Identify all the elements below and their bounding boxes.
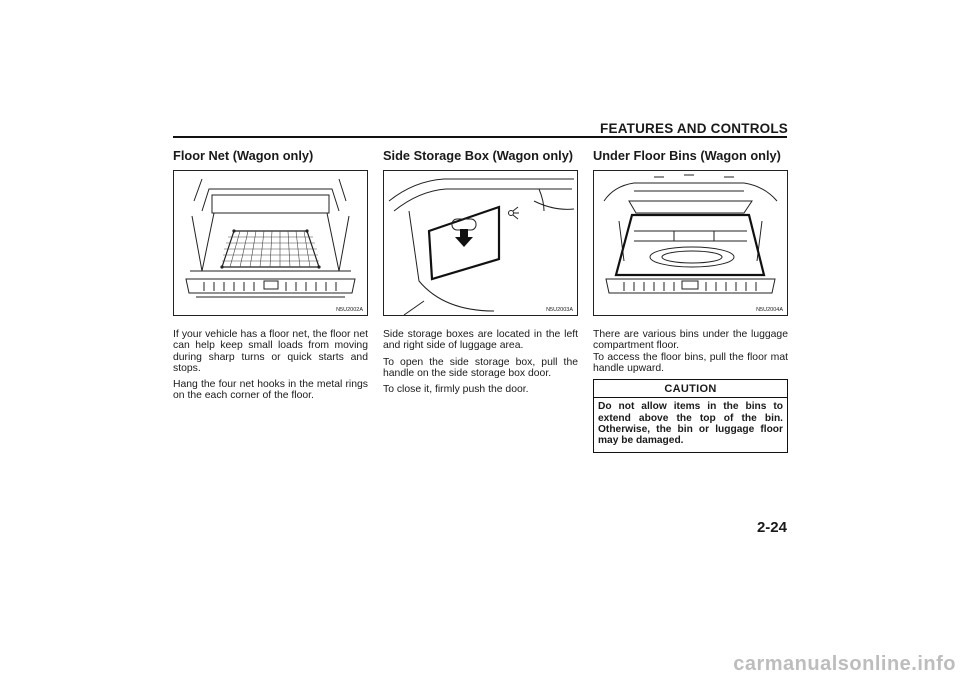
side-storage-text [383,329,578,395]
floor-net-illustration [173,170,368,316]
under-floor-bins-section [593,148,788,453]
floor-net-section [173,148,368,407]
page-number: 2-24 [756,519,787,536]
under-floor-bins-text [593,329,788,374]
under-floor-bins-heading: Under Floor Bins (Wagon only) [593,148,781,163]
under-floor-bins-illustration [593,170,788,316]
paragraph: Side storage boxes are located in the left and right side of luggage area. [383,329,578,352]
under-floor-bins-drawing [594,171,787,315]
watermark: carmanualsonline.info [733,653,956,675]
paragraph: There are various bins under the luggage compartment floor. [593,329,788,352]
side-storage-illustration [383,170,578,316]
side-storage-drawing [384,171,577,315]
paragraph: To close it, firmly push the door. [383,384,529,396]
caution-box [593,379,788,453]
paragraph: Hang the four net hooks in the metal rings on the each corner of the floor. [173,379,368,402]
side-storage-section [383,148,578,400]
paragraph: If your vehicle has a floor net, the floor net can help keep small loads from moving during sharp turns or quick starts and stops. [173,329,368,374]
caution-title: CAUTION [594,380,787,398]
section-title: FEATURES AND CONTROLS [600,121,788,136]
floor-net-drawing [174,171,367,315]
floor-net-heading: Floor Net (Wagon only) [173,148,314,163]
paragraph: To open the side storage box, pull the handle on the side storage box door. [383,356,578,379]
header-divider [173,136,787,138]
floor-net-text [173,329,368,402]
side-storage-heading: Side Storage Box (Wagon only) [383,148,574,163]
caution-text: Do not allow items in the bins to extend above the top of the bin. Otherwise, the bin or luggage floor may be damaged. [598,401,783,447]
figure-code: N5U2004A [756,307,783,313]
figure-code: N5U2002A [336,307,363,313]
paragraph: To access the floor bins, pull the floor mat handle upward. [593,351,788,374]
figure-code: N5U2003A [546,307,573,313]
